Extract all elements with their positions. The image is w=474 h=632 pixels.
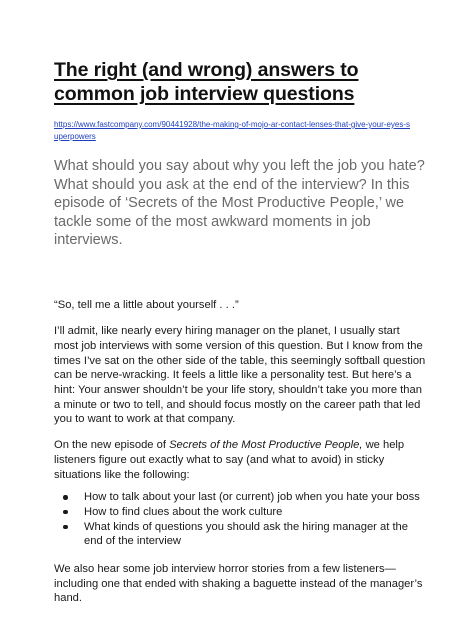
show-name: Secrets of the Most Productive People, [169, 439, 363, 452]
episode-paragraph [54, 438, 426, 482]
document-page [54, 58, 426, 606]
episode-paragraph-end: we help listeners figure out exactly what to say (and what to avoid) in sticky situations like the following: [54, 439, 405, 481]
episode-paragraph-start: On the new episode of [54, 439, 170, 452]
bullet-icon [63, 510, 68, 515]
list-item [54, 520, 426, 549]
article-lede: What should you say about why you left the job you hate? What should you ask at the end of the interview? In this episode of ‘Secrets of the Most Productive People,’ we tackle some of the most awkward moments in job interviews. [54, 158, 425, 248]
topic-list [54, 490, 426, 549]
closing-paragraph: We also hear some job interview horror stories from a few listeners—including one that ended with shaking a baguette instead of the manager’s hand. [54, 563, 423, 605]
list-item [54, 490, 426, 505]
list-item-text: How to find clues about the work culture [84, 505, 283, 518]
bullet-icon [63, 525, 68, 530]
source-link[interactable]: https://www.fastcompany.com/90441928/the-making-of-mojo-ar-contact-lenses-that-give-your-eyes-superpowers [54, 120, 410, 141]
article-title: The right (and wrong) answers to common job interview questions [54, 59, 359, 105]
list-item [54, 505, 426, 520]
intro-paragraph: I’ll admit, like nearly every hiring manager on the planet, I usually start most job interviews with some version of this question. But I know from the times I’ve sat on the other side of the table, this seemingly softball question can be nerve-wracking. It feels a little like a personality test. But here’s a hint: Your answer shouldn’t be your life story, shouldn’t take you more than a minute or two to tell, and should focus mostly on the career path that led you to want to work at that company. [54, 325, 426, 426]
opening-quote: “So, tell me a little about yourself . . .” [54, 298, 239, 311]
list-item-text: How to talk about your last (or current) job when you hate your boss [84, 491, 420, 504]
bullet-icon [63, 495, 68, 500]
list-item-text: What kinds of questions you should ask the hiring manager at the end of the interview [84, 520, 409, 548]
